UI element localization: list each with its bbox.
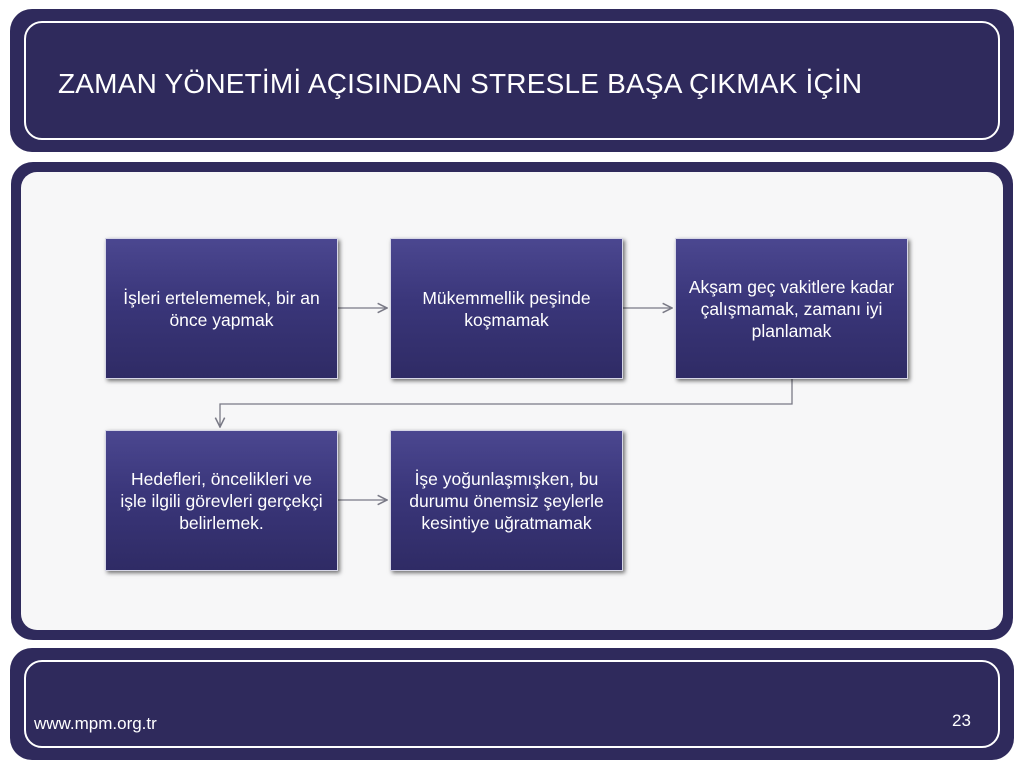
process-step-label: Mükemmellik peşinde koşmamak bbox=[422, 287, 591, 330]
process-step-2 bbox=[390, 238, 623, 379]
footer-panel-border bbox=[24, 660, 1000, 748]
process-step-1 bbox=[105, 238, 338, 379]
footer-url: www.mpm.org.tr bbox=[34, 714, 157, 733]
process-step-3 bbox=[675, 238, 908, 379]
process-step-label: Hedefleri, öncelikleri ve işle ilgili görevleri gerçekçi belirlemek. bbox=[120, 468, 323, 533]
process-step-label: İşleri ertelememek, bir an önce yapmak bbox=[123, 287, 320, 330]
process-step-label: Akşam geç vakitlere kadar çalışmamak, zamanı iyi planlamak bbox=[688, 276, 895, 341]
process-step-4 bbox=[105, 430, 338, 571]
footer-panel bbox=[10, 648, 1014, 760]
page-number: 23 bbox=[952, 711, 971, 730]
slide-title: ZAMAN YÖNETİMİ AÇISINDAN STRESLE BAŞA ÇIKMAK İÇİN bbox=[58, 68, 863, 99]
process-step-5 bbox=[390, 430, 623, 571]
connector-3-4 bbox=[220, 378, 792, 427]
process-step-label: İşe yoğunlaşmışken, bu durumu önemsiz şeylerle kesintiye uğratmamak bbox=[409, 468, 604, 533]
